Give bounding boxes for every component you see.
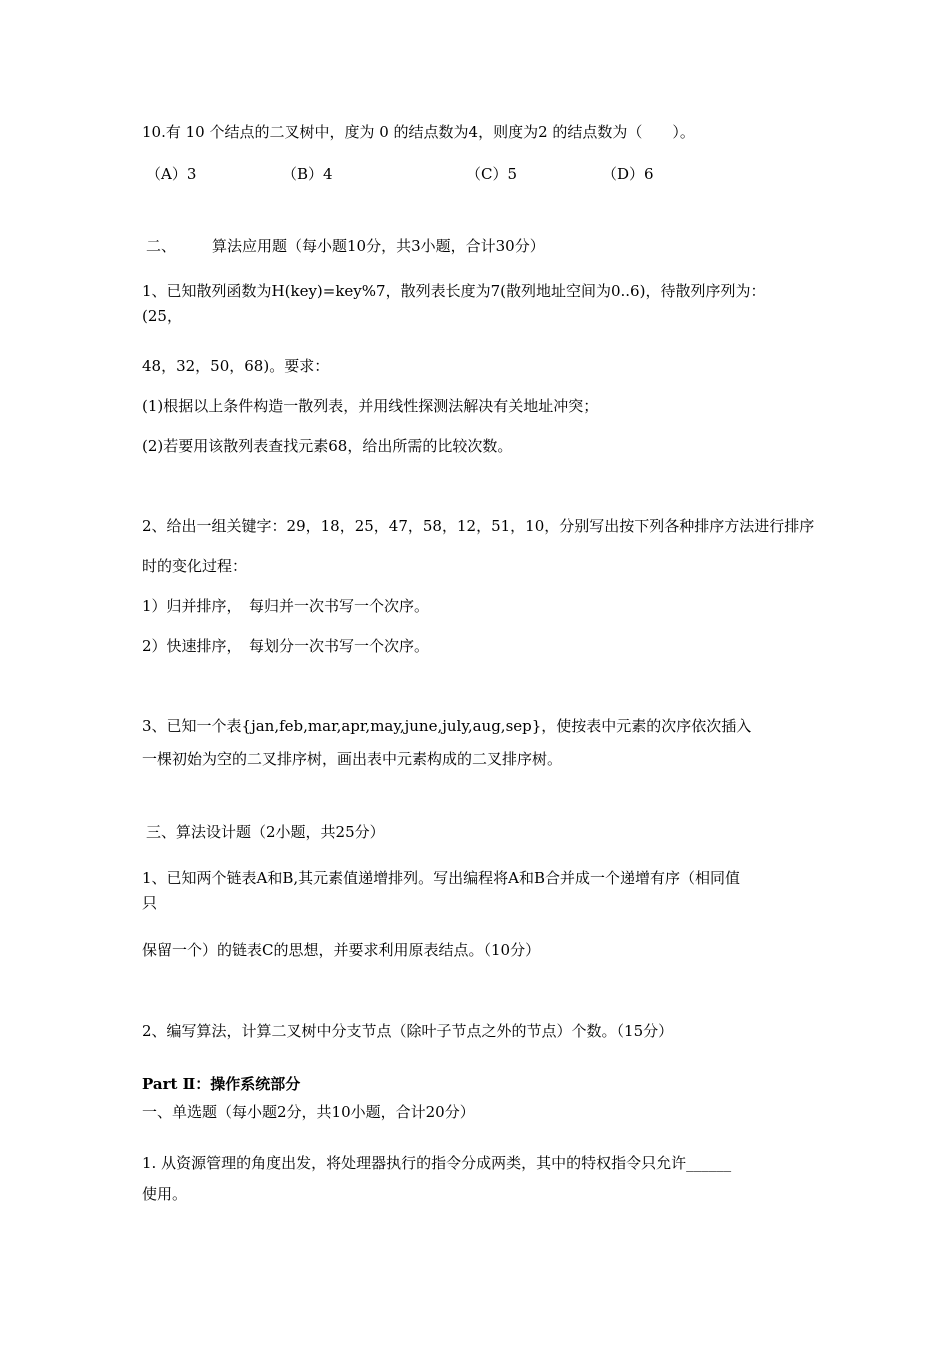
s2-q3-line1: 3、已知一个表{jan,feb,mar,apr,may,june,july,aug,sep}，使按表中元素的次序依次插入	[142, 717, 752, 735]
s2-q1-line3: 48，32，50，68)。要求：	[142, 357, 330, 375]
section3-title: 三、算法设计题（2小题，共25分）	[146, 823, 385, 841]
q10-option-a: （A）3	[146, 165, 197, 183]
q10-stem: 10.有 10 个结点的二叉树中，度为 0 的结点数为4，则度为2 的结点数为（ ）。	[142, 123, 695, 141]
s2-q1-sub2: (2)若要用该散列表查找元素68，给出所需的比较次数。	[142, 437, 513, 455]
q10-option-d: （D）6	[602, 165, 654, 183]
s2-q2-sub1: 1）归并排序， 每归并一次书写一个次序。	[142, 597, 430, 615]
s2-q3-line2: 一棵初始为空的二叉排序树，画出表中元素构成的二叉排序树。	[142, 750, 563, 768]
section2-title: 算法应用题（每小题10分，共3小题，合计30分）	[212, 237, 545, 255]
part2-section1-title: 一、单选题（每小题2分，共10小题，合计20分）	[142, 1103, 475, 1121]
s2-q2-sub2: 2）快速排序， 每划分一次书写一个次序。	[142, 637, 430, 655]
s2-q2-line1: 2、给出一组关键字：29，18，25，47，58，12，51，10，分别写出按下列各种排序方法进行排序	[142, 517, 815, 535]
part2-title: Part Ⅱ：操作系统部分	[142, 1075, 301, 1093]
s2-q2-line2: 时的变化过程：	[142, 557, 248, 575]
s2-q1-line1: 1、已知散列函数为H(key)=key%7，散列表长度为7(散列地址空间为0..6)，待散列序列为：	[142, 282, 766, 300]
p2-q1-line1: 1. 从资源管理的角度出发，将处理器执行的指令分成两类，其中的特权指令只允许______	[142, 1154, 732, 1172]
s2-q1-sub1: (1)根据以上条件构造一散列表，并用线性探测法解决有关地址冲突；	[142, 397, 599, 415]
s2-q1-line2: (25，	[142, 307, 182, 325]
s3-q1-line2: 只	[142, 894, 158, 912]
s3-q2-line1: 2、编写算法，计算二叉树中分支节点（除叶子节点之外的节点）个数。（15分）	[142, 1022, 674, 1040]
s3-q1-line3: 保留一个）的链表C的思想，并要求利用原表结点。（10分）	[142, 941, 541, 959]
q10-option-c: （C）5	[466, 165, 518, 183]
section2-number: 二、	[146, 237, 177, 255]
p2-q1-line2: 使用。	[142, 1185, 188, 1203]
q10-option-b: （B）4	[282, 165, 333, 183]
s3-q1-line1: 1、已知两个链表A和B,其元素值递增排列。写出编程将A和B合并成一个递增有序（相同值	[142, 869, 741, 887]
